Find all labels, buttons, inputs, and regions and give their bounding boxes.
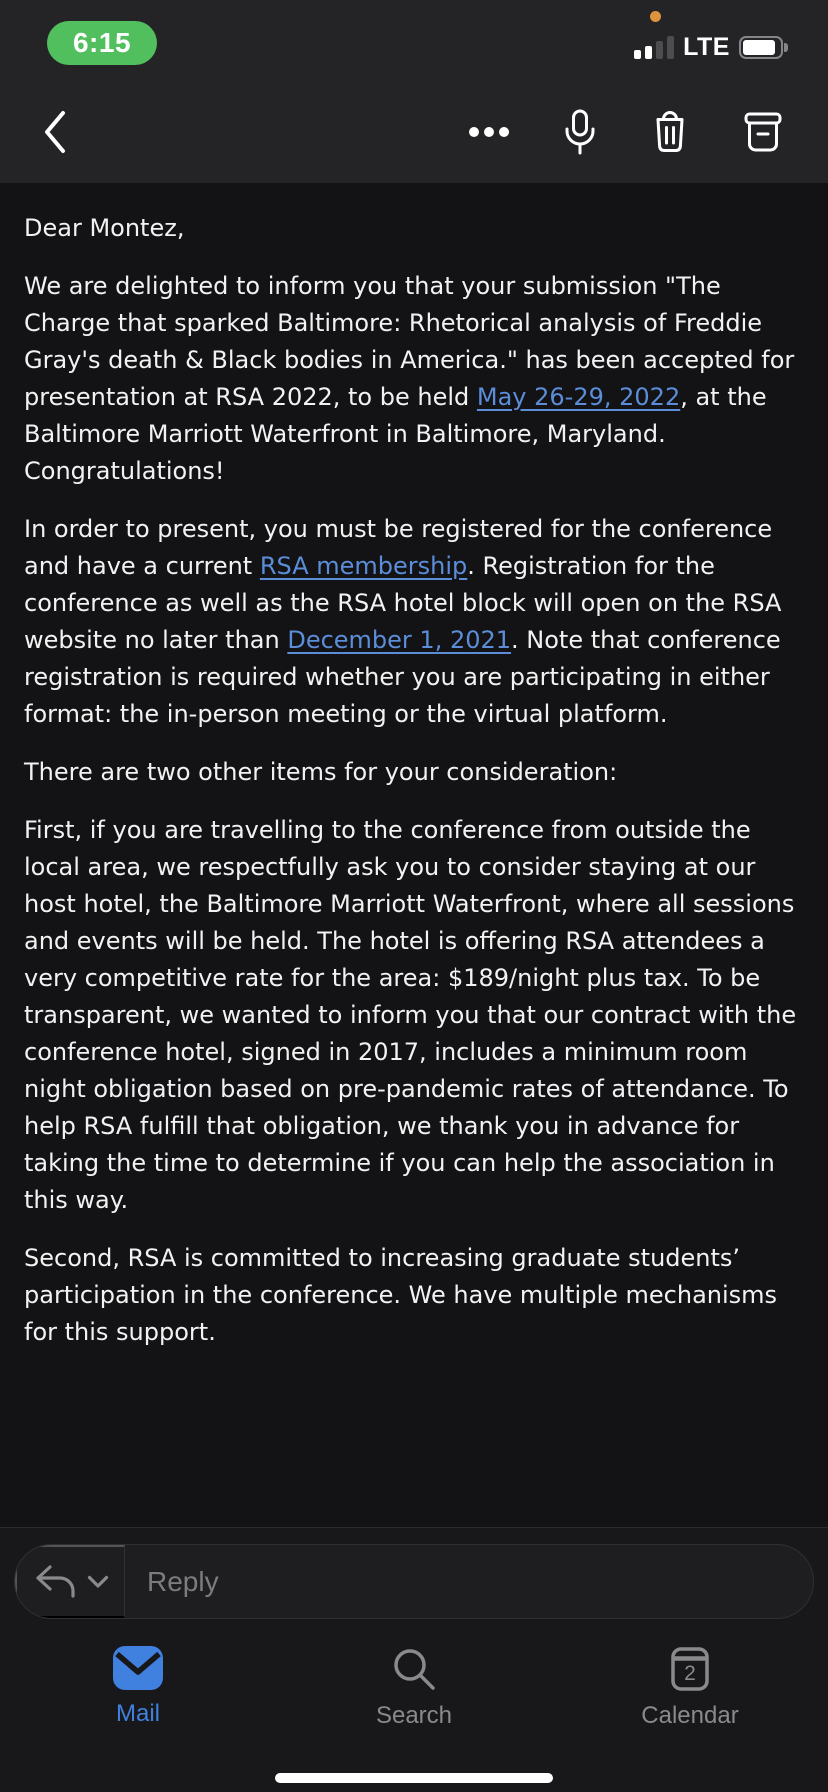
email-paragraph: Dear Montez, xyxy=(24,214,185,242)
archive-button[interactable] xyxy=(742,110,784,154)
microphone-icon xyxy=(562,109,598,155)
chevron-down-icon xyxy=(87,1575,109,1589)
toolbar-actions xyxy=(468,109,784,155)
trash-icon xyxy=(650,109,690,155)
home-indicator[interactable] xyxy=(275,1773,553,1783)
app-header xyxy=(0,0,828,183)
tab-search[interactable] xyxy=(276,1645,552,1730)
calendar-icon xyxy=(666,1645,714,1693)
mail-icon xyxy=(112,1645,164,1691)
more-button[interactable] xyxy=(468,126,510,138)
reply-input[interactable] xyxy=(125,1545,813,1618)
status-time: 6:15 xyxy=(72,27,132,58)
signal-strength-icon xyxy=(634,35,674,59)
email-paragraph: We are delighted to inform you that your submission "The Charge that sparked Baltimore: Rhetorical analysis of Freddie Gray's death & Black bodies in America." has been accepted for presentation at RSA 2022, to be held May 26-29, 2022, at the Baltimore Marriott Waterfront in Baltimore, Maryland. Congratulations! xyxy=(24,272,795,485)
calendar-badge: 2 xyxy=(684,1662,696,1685)
tab-calendar[interactable] xyxy=(552,1645,828,1730)
battery-icon xyxy=(739,36,788,59)
email-link[interactable]: May 26-29, 2022 xyxy=(476,383,681,411)
reply-arrow-icon xyxy=(33,1563,77,1601)
email-paragraph: In order to present, you must be registered for the conference and have a current RSA membership. Registration for the conference as well as the RSA hotel block will open on the RSA website no later than December 1, 2021. Note that conference registration is required whether you are participating in either format: the in-person meeting or the virtual platform. xyxy=(24,515,782,728)
network-label: LTE xyxy=(683,32,730,61)
status-right xyxy=(634,33,788,62)
dictate-button[interactable] xyxy=(562,109,598,155)
tab-bar xyxy=(0,1645,828,1730)
reply-action-button[interactable] xyxy=(15,1545,125,1618)
ellipsis-icon xyxy=(468,126,510,138)
time-pill[interactable] xyxy=(47,21,157,65)
back-button[interactable] xyxy=(42,109,68,155)
reply-bar xyxy=(14,1544,814,1619)
app-footer xyxy=(0,1527,828,1792)
email-paragraph: First, if you are travelling to the conference from outside the local area, we respectfully ask you to consider staying at our host hotel, the Baltimore Marriott Waterfront, where all sessions and events will be held. The hotel is offering RSA attendees a very competitive rate for the area: $189/night plus tax. To be transparent, we wanted to inform you that our contract with the conference hotel, signed in 2017, includes a minimum room night obligation based on pre-pandemic rates of attendance. To help RSA fulfill that obligation, we thank you in advance for taking the time to determine if you can help the association in this way. xyxy=(24,816,797,1214)
archive-icon xyxy=(742,110,784,154)
back-chevron-icon xyxy=(42,109,68,155)
search-icon xyxy=(390,1645,438,1693)
tab-mail[interactable] xyxy=(0,1645,276,1730)
status-bar xyxy=(0,0,828,80)
tab-label-search: Search xyxy=(375,1702,453,1729)
tab-label-mail: Mail xyxy=(115,1700,160,1727)
delete-button[interactable] xyxy=(650,109,690,155)
email-link[interactable]: December 1, 2021 xyxy=(287,626,512,654)
email-paragraph: Second, RSA is committed to increasing graduate students’ participation in the conference. We have multiple mechanisms for this support. xyxy=(24,1244,778,1346)
email-link[interactable]: RSA membership xyxy=(259,552,468,580)
mic-active-dot xyxy=(650,11,661,22)
email-paragraph: There are two other items for your consideration: xyxy=(24,758,618,786)
email-body xyxy=(0,183,828,1527)
toolbar xyxy=(0,80,828,183)
tab-label-calendar: Calendar xyxy=(641,1702,739,1729)
